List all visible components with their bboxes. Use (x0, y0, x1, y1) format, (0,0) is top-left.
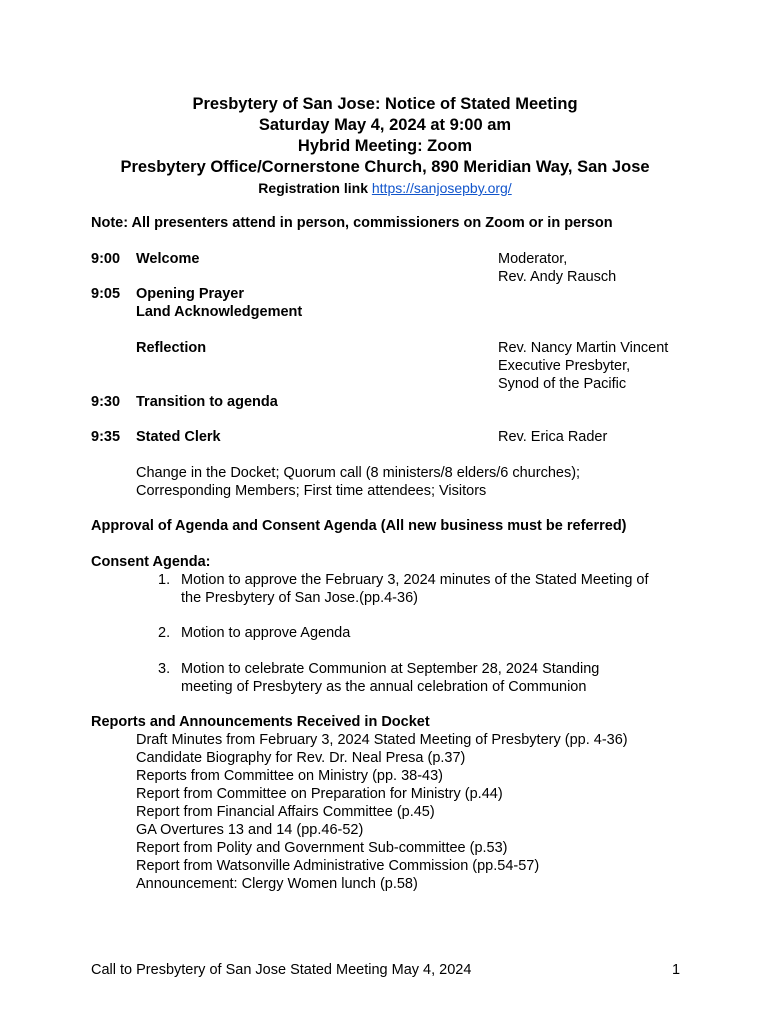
consent-item-text-cont: the Presbytery of San Jose.(pp.4-36) (181, 590, 418, 606)
time-clerk: 9:35 (91, 429, 121, 445)
presenter-reflection-name: Rev. Nancy Martin Vincent (498, 340, 669, 356)
presenter-moderator-name: Rev. Andy Rausch (498, 269, 617, 285)
report-item: Reports from Committee on Ministry (pp. 38-43) (136, 768, 444, 784)
title-line-2: Saturday May 4, 2024 at 9:00 am (258, 116, 512, 134)
reports-heading: Reports and Announcements Received in Docket (91, 714, 430, 730)
item-opening-prayer: Opening Prayer (136, 286, 244, 302)
attendance-note: Note: All presenters attend in person, commissioners on Zoom or in person (91, 215, 613, 231)
registration-label: Registration link (258, 180, 368, 196)
presenter-clerk: Rev. Erica Rader (498, 429, 608, 445)
time-transition: 9:30 (91, 394, 121, 410)
consent-item-number: 1. (158, 572, 171, 588)
consent-item-text: Motion to celebrate Communion at September 28, 2024 Standing (181, 661, 600, 677)
title-line-3: Hybrid Meeting: Zoom (297, 137, 473, 155)
clerk-details-line-2: Corresponding Members; First time attendees; Visitors (136, 483, 487, 499)
item-reflection: Reflection (136, 340, 207, 356)
item-welcome: Welcome (136, 251, 200, 267)
consent-item-text: Motion to approve Agenda (181, 625, 351, 641)
presenter-moderator: Moderator, (498, 251, 568, 267)
item-stated-clerk: Stated Clerk (136, 429, 221, 445)
report-item: Candidate Biography for Rev. Dr. Neal Presa (p.37) (136, 750, 466, 766)
report-item: Report from Financial Affairs Committee (p.45) (136, 804, 435, 820)
footer-text: Call to Presbytery of San Jose Stated Meeting May 4, 2024 (91, 962, 472, 978)
clerk-details-line-1: Change in the Docket; Quorum call (8 ministers/8 elders/6 churches); (136, 465, 581, 481)
approval-heading: Approval of Agenda and Consent Agenda (All new business must be referred) (91, 518, 627, 534)
report-item: Draft Minutes from February 3, 2024 Stated Meeting of Presbytery (pp. 4-36) (136, 732, 628, 748)
time-welcome: 9:00 (91, 251, 121, 267)
presenter-reflection-title: Executive Presbyter, (498, 358, 631, 374)
consent-item-text-cont: meeting of Presbytery as the annual celebration of Communion (181, 679, 587, 695)
report-item: Report from Committee on Preparation for Ministry (p.44) (136, 786, 503, 802)
item-transition: Transition to agenda (136, 394, 278, 410)
page-number: 1 (672, 962, 681, 978)
consent-item-number: 3. (158, 661, 171, 677)
consent-item-text: Motion to approve the February 3, 2024 minutes of the Stated Meeting of (181, 572, 649, 588)
title-line-4: Presbytery Office/Cornerstone Church, 890 Meridian Way, San Jose (120, 158, 650, 176)
report-item: Report from Watsonville Administrative Commission (pp.54-57) (136, 858, 540, 874)
time-opening: 9:05 (91, 286, 121, 302)
registration-link[interactable]: https://sanjosepby.org/ (371, 180, 512, 196)
consent-item-number: 2. (158, 625, 171, 641)
report-item: Report from Polity and Government Sub-committee (p.53) (136, 840, 508, 856)
report-item: Announcement: Clergy Women lunch (p.58) (136, 876, 418, 892)
report-item: GA Overtures 13 and 14 (pp.46-52) (136, 822, 364, 838)
title-line-1: Presbytery of San Jose: Notice of Stated Meeting (192, 95, 578, 113)
consent-heading: Consent Agenda: (91, 554, 211, 570)
presenter-reflection-org: Synod of the Pacific (498, 376, 627, 392)
registration-line (0, 178, 770, 199)
item-land-acknowledgement: Land Acknowledgement (136, 304, 303, 320)
